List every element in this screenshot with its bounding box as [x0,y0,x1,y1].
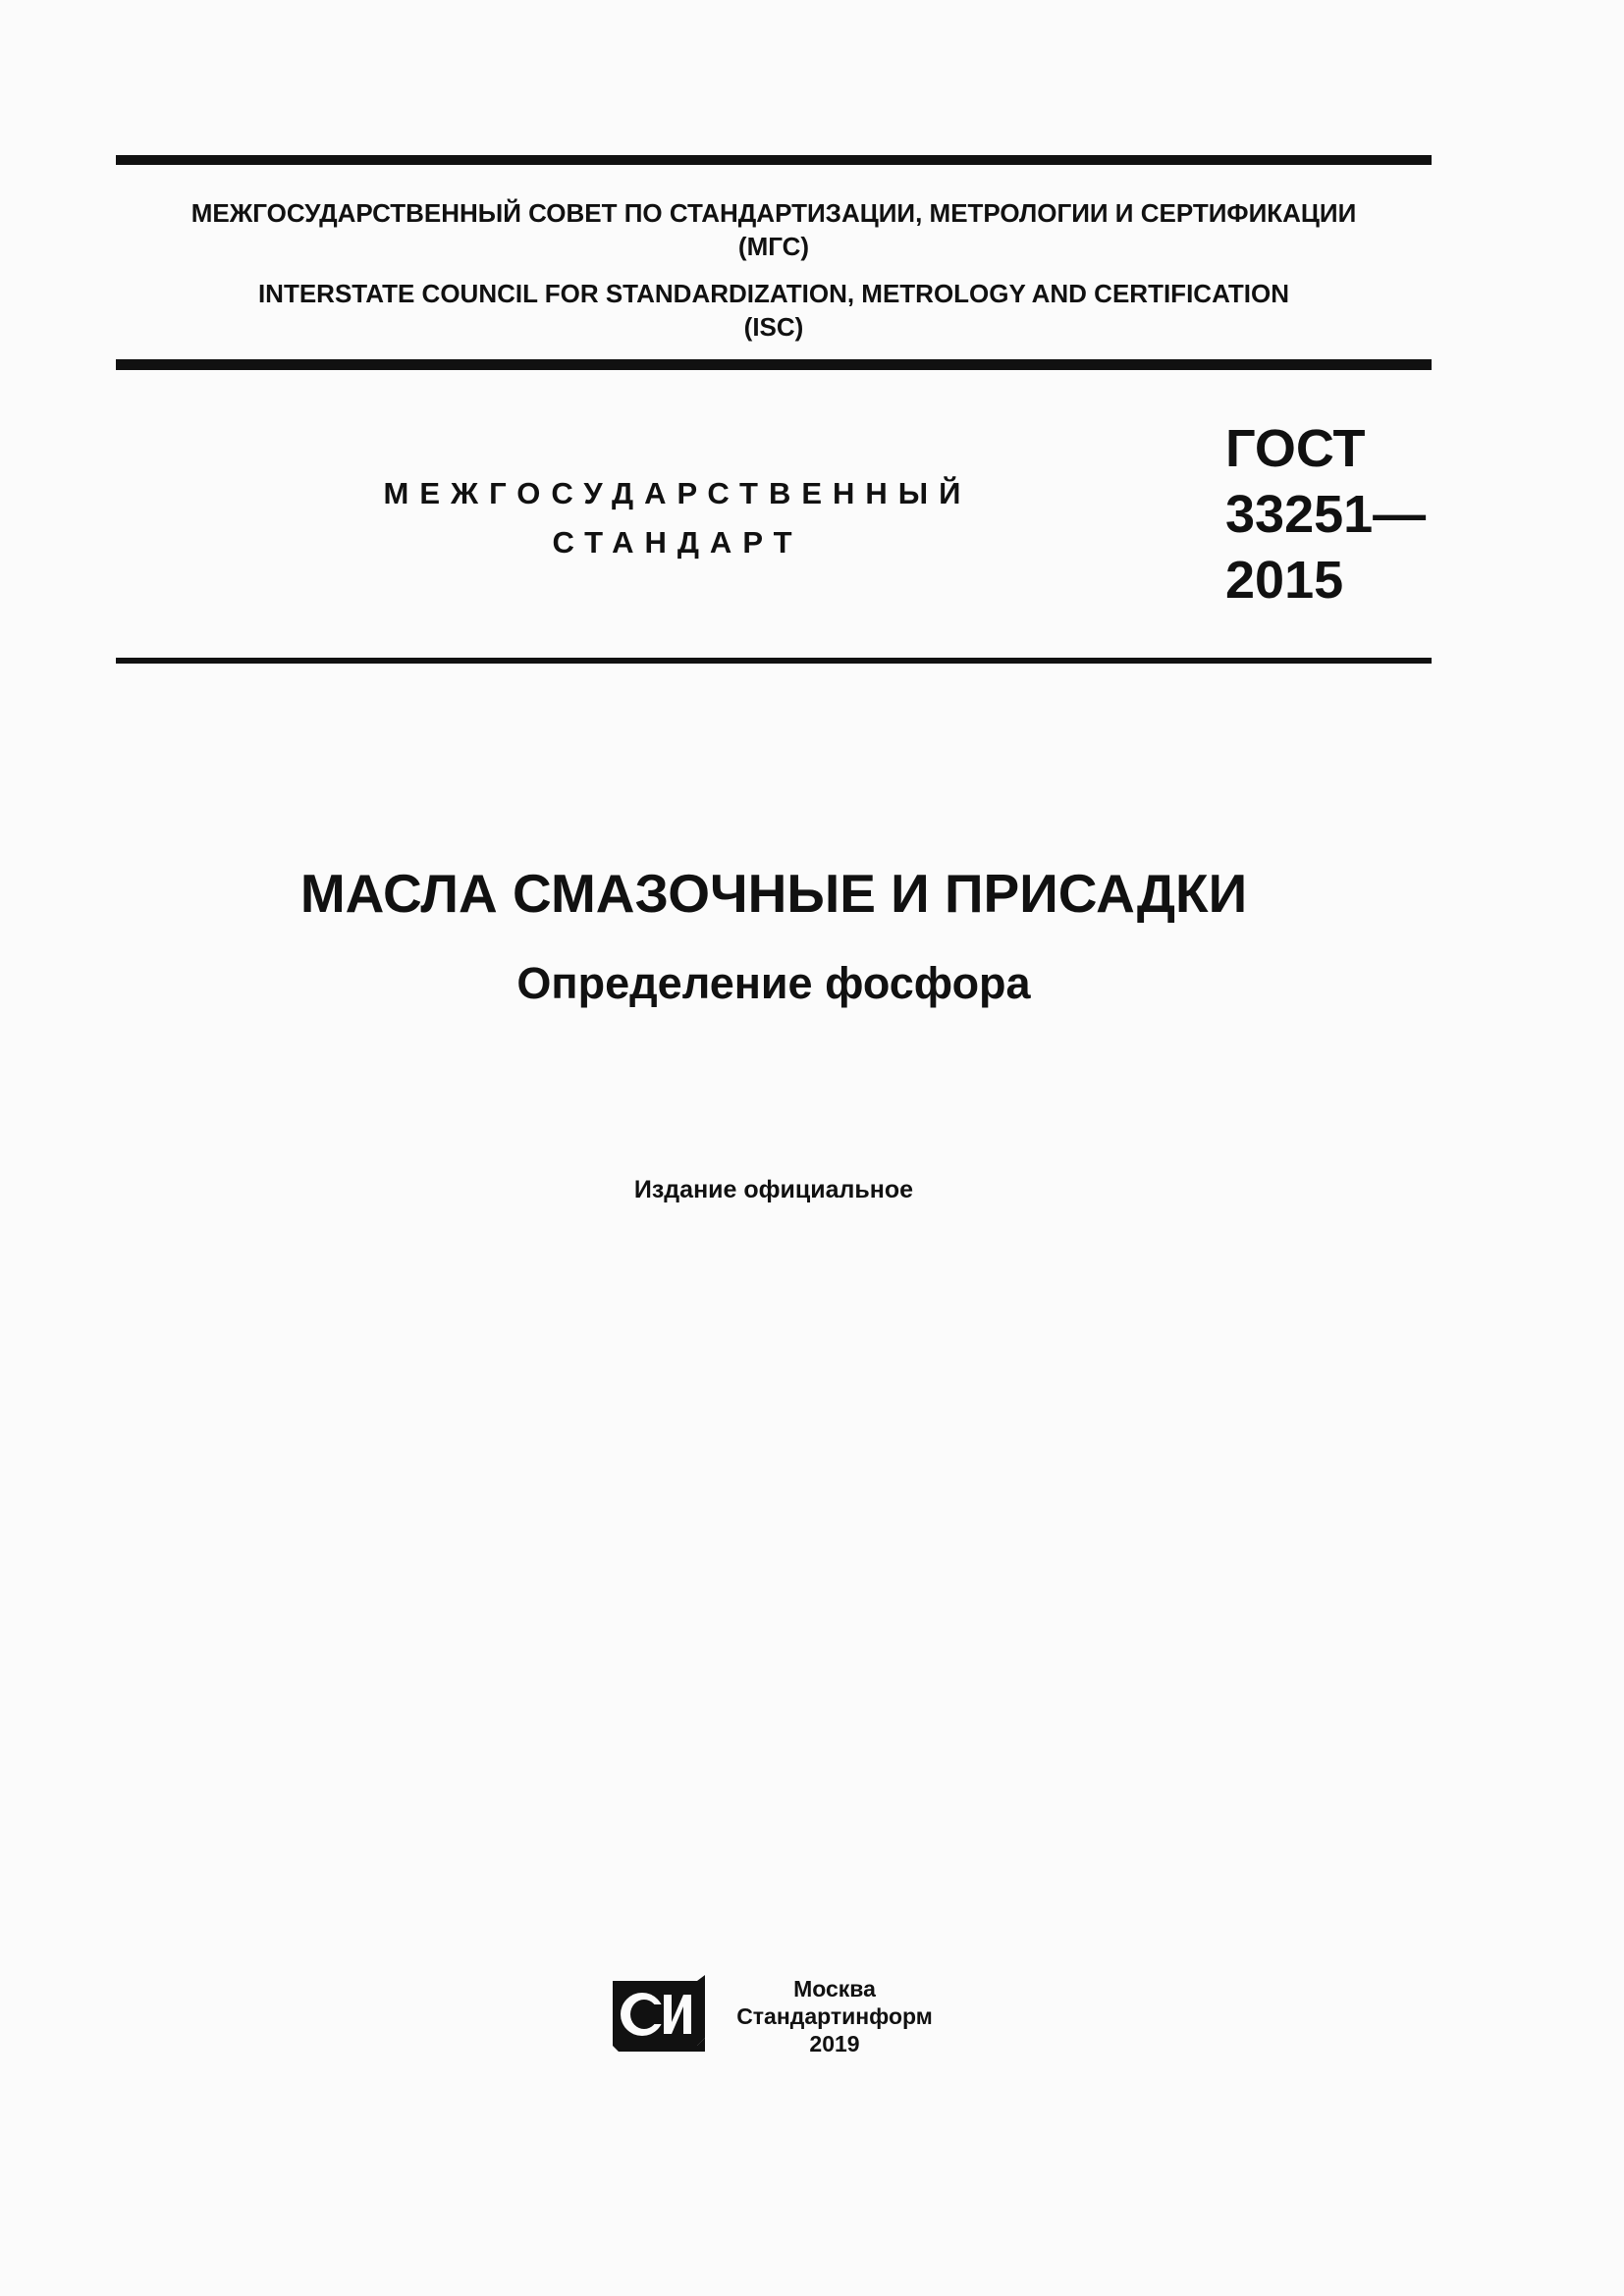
council-name-en-line1: INTERSTATE COUNCIL FOR STANDARDIZATION, METROLOGY AND CERTIFICATION [257,279,1290,308]
council-name-ru-line1: МЕЖГОСУДАРСТВЕННЫЙ СОВЕТ ПО СТАНДАРТИЗАЦИИ, МЕТРОЛОГИИ И СЕРТИФИКАЦИИ [190,198,1357,228]
top-rule [116,155,1432,165]
gost-year: 2015 [1225,551,1344,610]
bottom-rule [116,658,1432,664]
publication-year: 2019 [809,2031,860,2056]
standard-kind [314,469,1041,567]
document-subtitle: Определение фосфора [516,958,1031,1008]
council-name-en [116,277,1432,344]
gost-number [1225,416,1426,614]
council-abbr-en: (ISC) [743,312,804,342]
publisher-name: Стандартинформ [736,2003,933,2029]
standartinform-logo-icon [609,1975,707,2054]
publisher-city: Москва [793,1976,876,2002]
edition-note: Издание официальное [633,1176,914,1203]
gost-code: 33251— [1225,485,1427,544]
standard-kind-line1: МЕЖГОСУДАРСТВЕННЫЙ [383,476,972,510]
council-abbr-ru: (МГС) [737,232,810,261]
middle-rule [116,359,1432,370]
standard-kind-line2: СТАНДАРТ [552,525,803,560]
council-name-ru [116,196,1432,263]
gost-label: ГОСТ [1225,419,1366,478]
publisher-info [727,1975,943,2057]
document-title: МАСЛА СМАЗОЧНЫЕ И ПРИСАДКИ [299,863,1248,924]
